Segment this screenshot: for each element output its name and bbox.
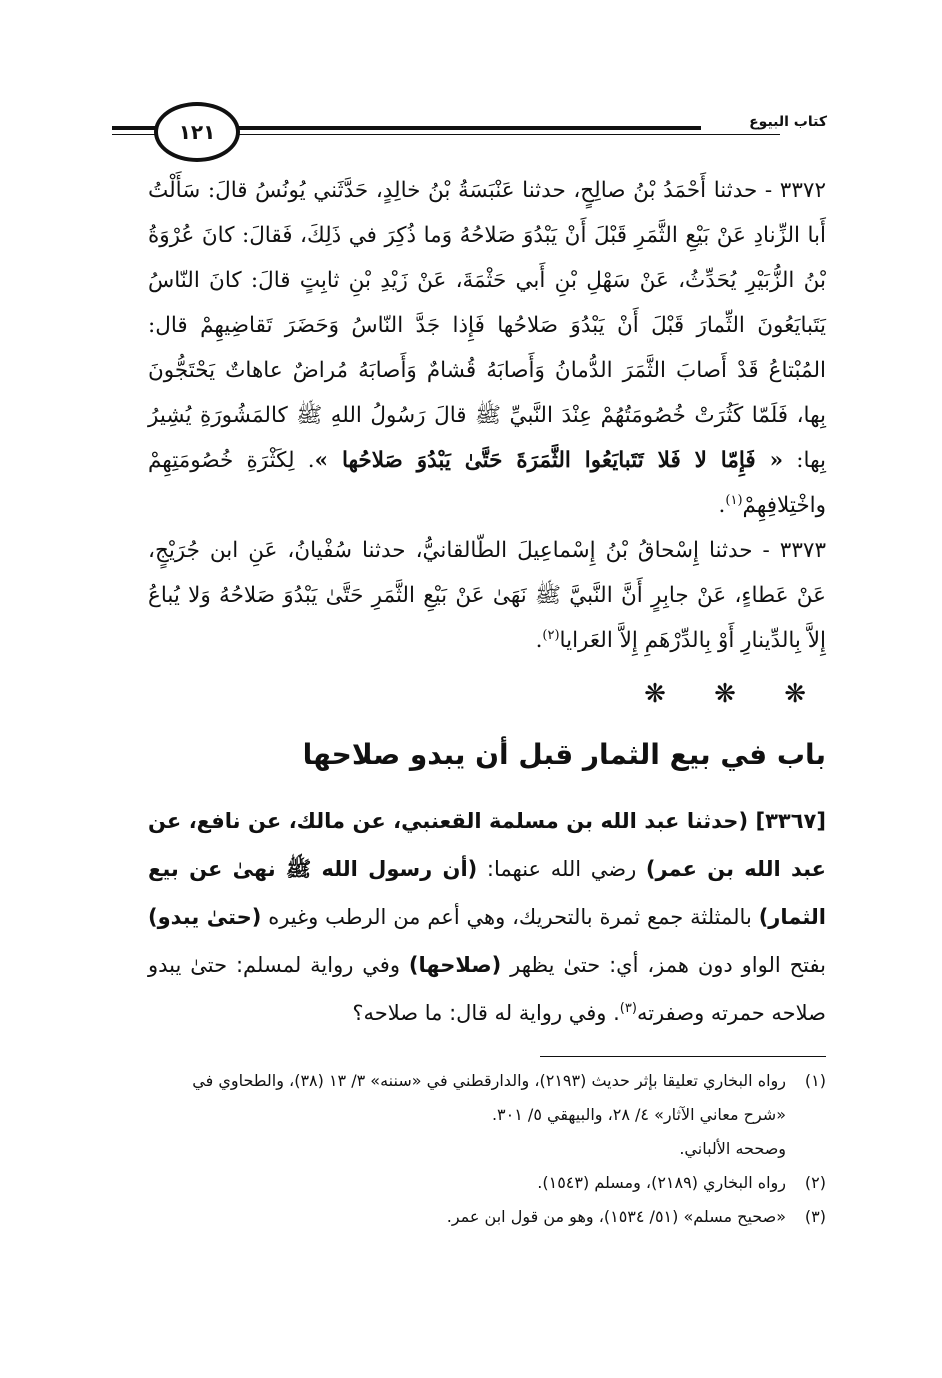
footnote-1-number: (١): [804, 1071, 826, 1090]
footnote-1-extra: وصححه الألباني.: [679, 1139, 786, 1158]
footnote-divider: [540, 1056, 826, 1057]
hadith-3373: [148, 528, 826, 663]
footnote-3-text: «صحيح مسلم» (٥١/ ١٥٣٤)، وهو من قول ابن عمر.: [446, 1207, 786, 1226]
footnote-1-text: رواه البخاري تعليقا بإثر حديث (٢١٩٣)، والدارقطني في «سننه» ٣/ ١٣ (٣٨)، والطحاوي في «شرح معاني الآثار» ٤/ ٢٨، والبيهقي ٥/ ٣٠١.: [192, 1071, 786, 1124]
hadith-3372: [148, 168, 826, 528]
hadith-3373-text: ٣٣٧٣ - حدثنا إِسْحاقُ بْنُ إِسْماعِيلَ الطّالقانيُّ، حدثنا سُفْيانُ، عَنِ ابن جُرَيْجٍ، عَنْ عَطاءٍ، عَنْ جابِرٍ أَنَّ النَّبيَّ ﷺ نَهَىٰ عَنْ بَيْعِ الثَّمَرِ حَتَّىٰ يَبْدُوَ صَلاحُهُ وَلا يُباعُ إِلاَّ بِالدِّينارِ أَوْ بِالدِّرْهَمِ إِلاَّ العَرايا: [148, 538, 826, 653]
commentary-term-hatta-yabdu: (حتىٰ يبدو): [148, 905, 262, 929]
main-text: [148, 168, 826, 1037]
header-rule-right: [230, 126, 780, 130]
page-header: [112, 100, 827, 164]
hadith-3373-end: .: [535, 628, 543, 653]
footnote-ref-3[interactable]: (٣): [619, 1001, 637, 1016]
hadith-3372-tail: . لِكَثْرَةِ خُصُومَتِهِمْ واخْتِلافِهِمْ: [148, 448, 826, 518]
hadith-3372-text: ٣٣٧٢ - حدثنا أَحْمَدُ بْنُ صالِحٍ، حدثنا عَنْبَسَةُ بْنُ خالِدٍ، حَدَّثَني يُونُسُ قالَ: سَأَلْتُ أَبا الزِّنادِ عَنْ بَيْعِ الثَّمَرِ قَبْلَ أَنْ يَبْدُوَ صَلاحُهُ وَما ذُكِرَ في ذَلِكَ، فَقالَ: كانَ عُرْوَةُ بْنُ الزُّبَيْرِ يُحَدِّثُ، عَنْ سَهْلِ بْنِ أَبي حَثْمَةَ، عَنْ زَيْدِ بْنِ ثابِتٍ قالَ: كانَ النّاسُ يَتَبايَعُونَ الثِّمارَ قَبْلَ أَنْ يَبْدُوَ صَلاحُها فَإِذا جَدَّ النّاسُ وَحَضَرَ تَقاضِيهِمْ قال: المُبْتاعُ قَدْ أَصابَ الثَّمَرَ الدُّمانُ وَأَصابَهُ قُشامٌ وَأَصابَهُ مُراضٌ عاهاتٌ يَحْتَجُّونَ بِها، فَلَمّا كَثُرَتْ خُصُومَتُهُمْ عِنْدَ النَّبيِّ ﷺ قالَ رَسُولُ اللهِ ﷺ كالمَشُورَةِ يُشِيرُ بِها:: [148, 178, 826, 473]
footnote-ref-2[interactable]: (٢): [542, 627, 560, 643]
footnote-ref-1[interactable]: (١): [725, 492, 743, 508]
commentary-plain-b: بالمثلثة جمع ثمرة بالتحريك، وهي أعم من الرطب وغيره: [261, 905, 759, 929]
footnote-3-number: (٣): [804, 1207, 826, 1226]
hadith-3372-prophetic-saying: « فَإِمّا لا فَلا تَتَبايَعُوا الثَّمَرَةَ حَتَّىٰ يَبْدُوَ صَلاحُها »: [314, 448, 784, 473]
book-title: كتاب البيوع: [701, 114, 827, 130]
commentary-plain-a: رضي الله عنهما:: [477, 857, 646, 881]
page-number: ١٢١: [178, 120, 216, 144]
footnote-1: [148, 1064, 826, 1132]
commentary-plain-c: بفتح الواو دون همز، أي: حتىٰ يظهر: [501, 953, 826, 977]
commentary-term-salahuha: (صلاحها): [408, 953, 502, 977]
commentary-plain-d: وفي رواية لمسلم: حتىٰ يبدو صلاحه حمرته وصفرته: [148, 953, 826, 1025]
footnote-2-text: رواه البخاري (٢١٨٩)، ومسلم (١٥٤٣).: [537, 1173, 786, 1192]
footnote-2-number: (٢): [804, 1173, 826, 1192]
header-rule-right-thin: [230, 134, 780, 135]
footnote-3: [148, 1200, 826, 1234]
commentary-isnad: [٣٣٦٧] (حدثنا عبد الله بن مسلمة القعنبي، عن مالك، عن نافع، عن عبد الله بن عمر): [148, 809, 826, 881]
footnote-2: [148, 1166, 826, 1200]
footnotes: [148, 1064, 826, 1234]
hadith-3372-end: .: [718, 493, 726, 518]
commentary-end: . وفي رواية له قال: ما صلاحه؟: [352, 1001, 620, 1025]
commentary-paragraph: [148, 797, 826, 1037]
page-number-badge: [154, 102, 240, 162]
section-separator: ❋ ❋ ❋: [644, 679, 826, 709]
commentary-matn: (أن رسول الله ﷺ نهىٰ عن بيع الثمار): [148, 857, 827, 929]
chapter-title: باب في بيع الثمار قبل أن يبدو صلاحها: [302, 738, 826, 771]
